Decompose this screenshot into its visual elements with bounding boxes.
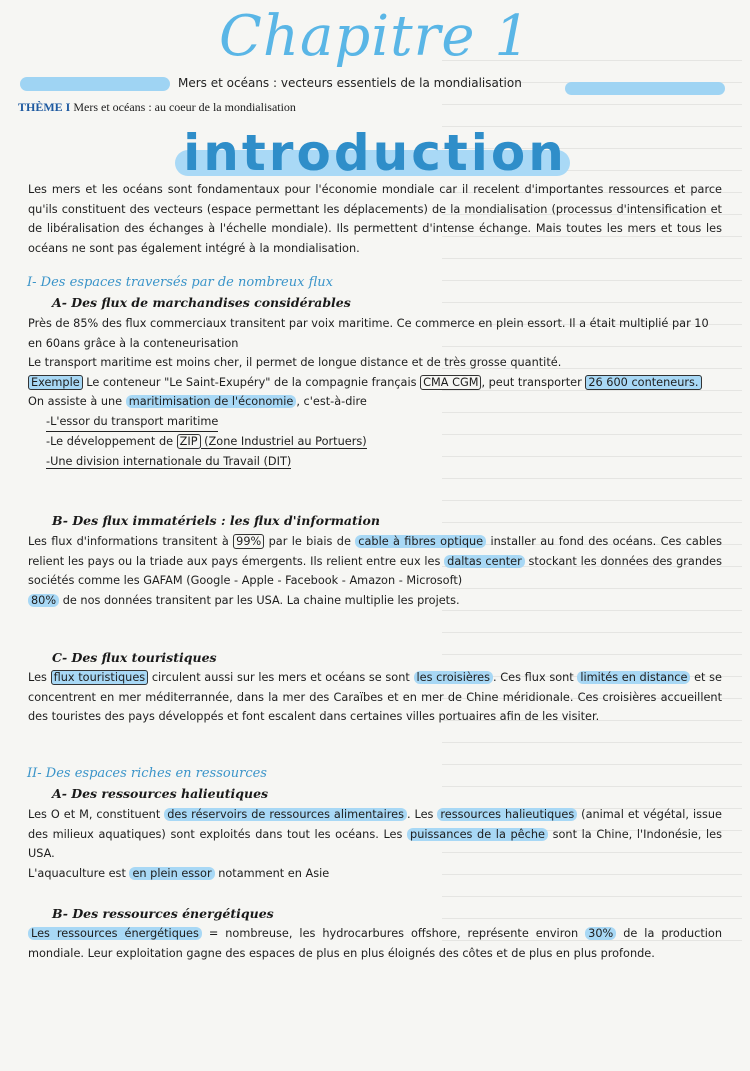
section-1a-text [28,314,722,471]
flux-paragraph: Près de 85% des flux commerciaux transitent par voix maritime. Ce commerce en plein essort. Il a était multiplié par 10 en 60ans grâce à la conteneurisation [28,317,709,350]
chapter-title: Chapitre 1 [219,4,531,69]
puissances-highlight: puissances de la pêche [407,828,548,841]
tour-text-1: Les [28,671,51,684]
cable-highlight: cable à fibres optique [355,535,486,548]
aqua-text-2: notamment en Asie [214,867,330,880]
theme-line [18,100,296,115]
zip-label: ZIP [177,434,201,449]
reservoirs-highlight: des réservoirs de ressources alimentaires [164,808,407,821]
conteneurs-count: 26 600 conteneurs. [585,375,701,390]
info-text-2: par le biais de [264,535,356,548]
tour-text-2: circulent aussi sur les mers et océans se sont [148,671,414,684]
exemple-text-2: , peut transporter [481,375,586,389]
list-item: -Une division internationale du Travail (DIT) [46,454,292,468]
section-2a-text [28,805,722,864]
croisieres-highlight: les croisières [414,671,494,684]
theme-label: THÈME I [18,100,71,114]
info-text-5: de nos données transitent par les USA. La chaine multiplie les projets. [59,593,460,607]
maritimisation-post: , c'est-à-dire [296,395,367,408]
info-text-3: installer au fond des océans. Ces cables relient les pays ou la triade aux pays émergents. Ils relient entre eux les [28,535,723,568]
maritimisation-highlight: maritimisation de l'économie [126,395,297,408]
exemple-label: Exemple [28,375,83,390]
hal-text-4: sont la Chine, l'Indonésie, les USA. [28,827,722,860]
subtitle-highlight-left [20,77,170,91]
cma-cgm-label: CMA CGM [420,375,481,390]
hal-text-1: Les O et M, constituent [28,808,165,821]
list-item: -L'essor du transport maritime [46,412,218,433]
subtitle-highlight-right [565,82,725,95]
section-1c-text [28,668,722,727]
hal-text-2: . Les [406,808,438,821]
halieutiques-highlight: ressources halieutiques [437,808,577,821]
percent-99: 99% [233,534,264,549]
aquaculture-line [28,864,722,884]
zip-post: (Zone Industriel au Portuers) [200,435,367,448]
section-1a-title: A- Des flux de marchandises considérables [52,295,351,310]
section-1c-title: C- Des flux touristiques [52,650,217,665]
datacenter-highlight: daltas center [444,555,525,568]
section-1-title: I- Des espaces traversés par de nombreux flux [27,275,333,290]
intro-paragraph: Les mers et les océans sont fondamentaux pour l'économie mondiale car il recelent d'importantes ressources et parce qu'ils constituent des vecteurs (espace permettant les déplacements) de la mondialisation (processus d'intensification et de libéralisation des échanges à l'échelle mondiale). Ils permettent d'intense échange. Mais toutes les mers et tous les océans ne sont pas également intégré à la mondialisation. [28,183,722,255]
section-2b-title: B- Des ressources énergétiques [52,906,274,921]
percent-80: 80% [28,594,59,607]
energy-text-1: = nombreuse, les hydrocarbures offshore, représente environ [201,927,586,940]
percent-30: 30% [585,927,616,940]
info-text-4: stockant les données des grandes sociétés comme les GAFAM (Google - Apple - Facebook - Amazon - Microsoft) [28,554,722,587]
section-2a-title: A- Des ressources halieutiques [52,786,269,801]
tour-text-3: . Ces flux sont [493,671,578,684]
maritimisation-pre: On assiste à une [28,395,126,408]
section-2b-text [28,924,722,963]
exemple-text: Le conteneur "Le Saint-Exupéry" de la compagnie français [82,375,421,389]
aqua-text-1: L'aquaculture est [28,867,130,880]
plein-essor-highlight: en plein essor [129,867,214,880]
zip-pre: -Le développement de [46,435,177,448]
list-item [28,435,367,448]
energy-text-2: de la production mondiale. Leur exploitation gagne des espaces de plus en plus éloignés des côtes et de plus en plus profonde. [28,927,722,960]
intro-heading: introduction [183,124,567,182]
transport-line: Le transport maritime est moins cher, il permet de longue distance et de très grosse quantité. [28,356,562,369]
section-1b-title: B- Des flux immatériels : les flux d'information [52,513,380,528]
chapter-subtitle: Mers et océans : vecteurs essentiels de la mondialisation [178,76,522,90]
info-text-1: Les flux d'informations transitent à [28,535,234,548]
section-2-title: II- Des espaces riches en ressources [27,766,267,781]
flux-touristiques-highlight: flux touristiques [51,670,149,685]
energetiques-highlight: Les ressources énergétiques [28,927,202,940]
theme-text: Mers et océans : au coeur de la mondialisation [73,100,296,114]
tour-text-4: et se concentrent en mer méditerrannée, dans la mer des Caraïbes et en mer de Chine méridionale. Ces croisières accueillent des touristes des pays développés et font escalent dans certaines villes portuaires afin de les visiter. [28,671,722,723]
limites-highlight: limités en distance [577,671,690,684]
section-1b-text [28,532,722,610]
hal-text-3: (animal et végétal, issue des milieux aquatiques) sont exploités dans tout les océans. Les [28,808,722,841]
